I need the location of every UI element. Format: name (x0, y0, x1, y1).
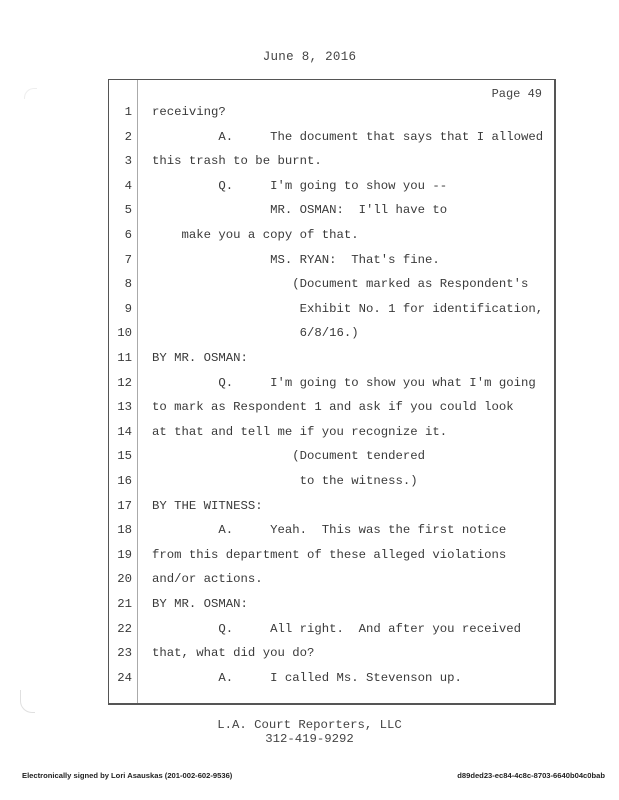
line-number: 14 (117, 424, 132, 439)
line-number: 13 (117, 400, 132, 415)
line-text: to the witness.) (152, 474, 418, 488)
line-number: 22 (117, 621, 132, 636)
line-text: and/or actions. (152, 572, 263, 587)
line-number: 23 (117, 646, 132, 661)
line-number: 16 (117, 474, 132, 488)
line-number: 15 (117, 449, 132, 464)
line-text: Q. I'm going to show you -- (152, 178, 448, 193)
transcript-line (109, 498, 557, 523)
line-text: BY MR. OSMAN: (152, 351, 248, 365)
transcript-line (109, 202, 557, 227)
line-text: Q. I'm going to show you what I'm going (152, 375, 536, 390)
line-number: 20 (117, 572, 132, 587)
line-text: 6/8/16.) (152, 326, 359, 341)
line-number: 4 (124, 178, 132, 193)
line-text: receiving? (152, 105, 226, 119)
line-number: 24 (117, 670, 132, 685)
transcript-page-frame (108, 79, 556, 705)
transcript-line (109, 350, 557, 375)
line-number: 7 (124, 252, 132, 267)
line-number: 18 (117, 523, 132, 538)
transcript-line (109, 153, 557, 178)
line-text: to mark as Respondent 1 and ask if you could look (152, 400, 514, 415)
transcript-line (109, 448, 557, 473)
line-number: 2 (124, 129, 132, 144)
transcript-line (109, 522, 557, 547)
transcript-line (109, 325, 557, 350)
transcript-line (109, 621, 557, 646)
transcript-line (109, 596, 557, 621)
line-text: from this department of these alleged violations (152, 547, 507, 562)
line-text: MR. OSMAN: I'll have to (152, 203, 448, 218)
transcript-line (109, 252, 557, 277)
esignature-hash: d89ded23-ec84-4c8c-8703-6640b04c0bab (457, 771, 605, 780)
line-text: A. I called Ms. Stevenson up. (152, 670, 462, 685)
line-text: this trash to be burnt. (152, 154, 322, 169)
court-reporter-name: L.A. Court Reporters, LLC (217, 718, 402, 732)
line-number: 1 (124, 105, 132, 119)
line-text: (Document marked as Respondent's (152, 277, 529, 292)
transcript-line (109, 571, 557, 596)
transcript-line (109, 645, 557, 670)
transcript-line (109, 399, 557, 424)
line-number: 8 (124, 277, 132, 292)
line-text: A. The document that says that I allowed (152, 129, 544, 144)
transcript-line (109, 547, 557, 572)
line-text: (Document tendered (152, 449, 426, 464)
line-number: 12 (117, 375, 132, 390)
line-text: BY MR. OSMAN: (152, 597, 248, 611)
transcript-line (109, 424, 557, 449)
transcript-line (109, 375, 557, 400)
line-text: at that and tell me if you recognize it. (152, 424, 448, 439)
court-reporter-phone: 312-419-9292 (265, 732, 354, 746)
line-number: 9 (124, 301, 132, 316)
scan-artifact-bottom (20, 690, 35, 713)
line-number: 21 (117, 597, 132, 611)
line-text: A. Yeah. This was the first notice (152, 523, 507, 538)
scan-artifact-top (24, 88, 37, 99)
line-text: that, what did you do? (152, 646, 315, 661)
line-number: 6 (124, 228, 132, 242)
line-number: 11 (117, 351, 132, 365)
transcript-line (109, 473, 557, 498)
line-number: 10 (117, 326, 132, 341)
line-number: 5 (124, 203, 132, 218)
transcript-line (109, 178, 557, 203)
page-number: Page 49 (491, 87, 542, 101)
line-text: make you a copy of that. (152, 228, 359, 242)
esignature-signer: Electronically signed by Lori Asauskas (201-002-602-9536) (22, 771, 233, 780)
deposition-date: June 8, 2016 (262, 50, 357, 64)
line-number: 17 (117, 498, 132, 513)
line-text: BY THE WITNESS: (152, 498, 263, 513)
transcript-line (109, 276, 557, 301)
transcript-line (109, 104, 557, 129)
transcript-line (109, 301, 557, 326)
line-text: Exhibit No. 1 for identification, (152, 301, 544, 316)
transcript-line (109, 670, 557, 695)
line-number: 3 (124, 154, 132, 169)
line-text: Q. All right. And after you received (152, 621, 521, 636)
transcript-line (109, 227, 557, 252)
line-text: MS. RYAN: That's fine. (152, 252, 440, 267)
transcript-line (109, 129, 557, 154)
line-number: 19 (117, 547, 132, 562)
